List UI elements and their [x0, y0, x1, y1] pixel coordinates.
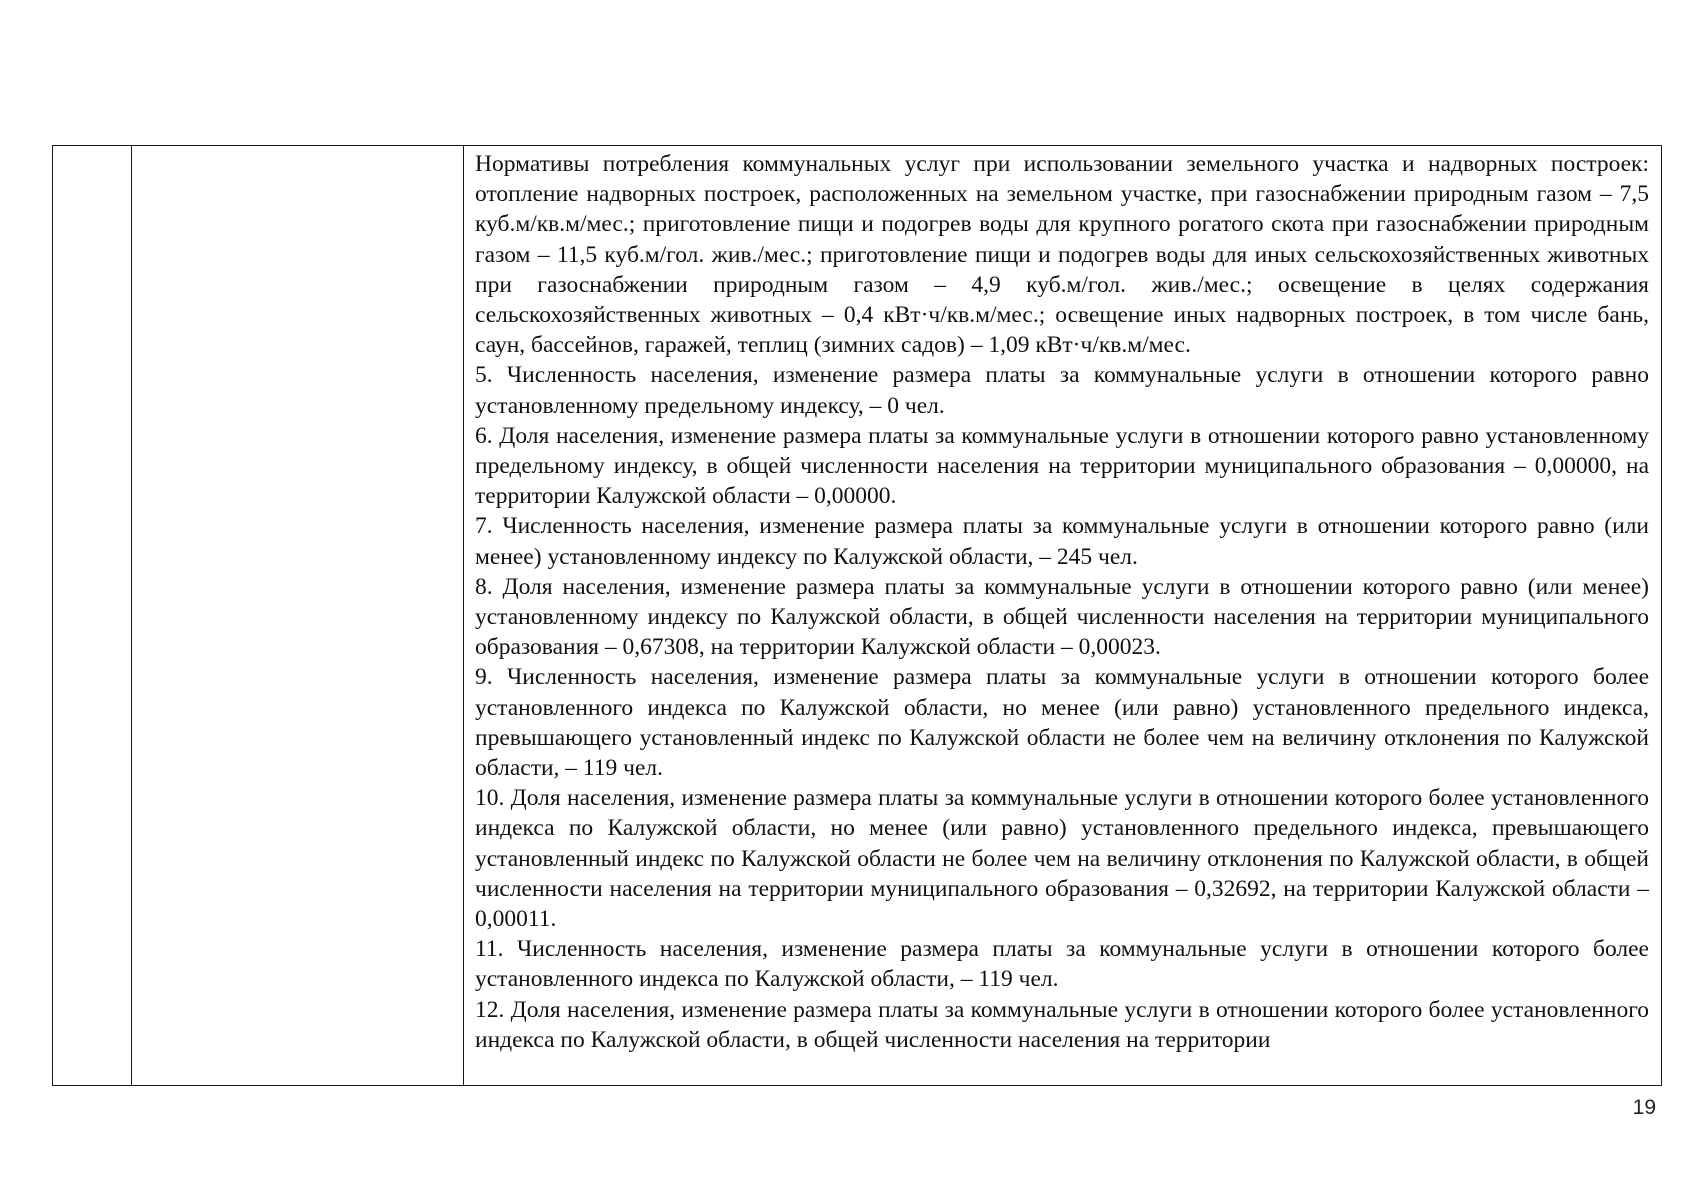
paragraph-item-10: 10. Доля населения, изменение размера платы за коммунальные услуги в отношении которого более установленного индекса по Калужской области, но менее (или равно) установленного предельного индекса, превышающего установленный индекс по Калужской области не более чем на величину отклонения по Калужской области, в общей численности населения на территории муниципального образования – 0,32692, на территории Калужской области – 0,00011.	[475, 785, 1649, 933]
empty-column-cell	[132, 146, 464, 1086]
empty-column-cell	[53, 146, 132, 1086]
document-table	[52, 145, 1662, 1086]
paragraph-item-11: 11. Численность населения, изменение размера платы за коммунальные услуги в отношении которого более установленного индекса по Калужской области, – 119 чел.	[475, 936, 1649, 993]
content-cell	[464, 146, 1662, 1086]
paragraph-item-7: 7. Численность населения, изменение размера платы за коммунальные услуги в отношении которого равно (или менее) установленному индексу по Калужской области, – 245 чел.	[475, 513, 1649, 570]
page-number: 19	[1632, 1096, 1656, 1119]
table-row	[53, 146, 1662, 1086]
paragraph-item-8: 8. Доля населения, изменение размера платы за коммунальные услуги в отношении которого равно (или менее) установленному индексу по Калужской области, в общей численности населения на территории муниципального образования – 0,67308, на территории Калужской области – 0,00023.	[475, 573, 1649, 661]
content-text-block	[464, 146, 1661, 1055]
paragraph-utility-norms: Нормативы потребления коммунальных услуг при использовании земельного участка и надворных построек: отопление надворных построек, расположенных на земельном участке, при газоснабжении природным газом – 7,5 куб.м/кв.м/мес.; приготовление пищи и подогрев воды для крупного рогатого скота при газоснабжении природным газом – 11,5 куб.м/гол. жив./мес.; приготовление пищи и подогрев воды для иных сельскохозяйственных животных при газоснабжении природным газом – 4,9 куб.м/гол. жив./мес.; освещение в целях содержания сельскохозяйственных животных – 0,4 кВт·ч/кв.м/мес.; освещение иных надворных построек, в том числе бань, саун, бассейнов, гаражей, теплиц (зимних садов) – 1,09 кВт·ч/кв.м/мес.	[475, 151, 1649, 359]
paragraph-item-9: 9. Численность населения, изменение размера платы за коммунальные услуги в отношении которого более установленного индекса по Калужской области, но менее (или равно) установленного предельного индекса, превышающего установленный индекс по Калужской области не более чем на величину отклонения по Калужской области, – 119 чел.	[475, 664, 1649, 782]
paragraph-item-6: 6. Доля населения, изменение размера платы за коммунальные услуги в отношении которого равно установленному предельному индексу, в общей численности населения на территории муниципального образования – 0,00000, на территории Калужской области – 0,00000.	[475, 422, 1649, 510]
paragraph-item-5: 5. Численность населения, изменение размера платы за коммунальные услуги в отношении которого равно установленному предельному индексу, – 0 чел.	[475, 362, 1649, 419]
paragraph-item-12: 12. Доля населения, изменение размера платы за коммунальные услуги в отношении которого более установленного индекса по Калужской области, в общей численности населения на территории	[475, 996, 1649, 1053]
